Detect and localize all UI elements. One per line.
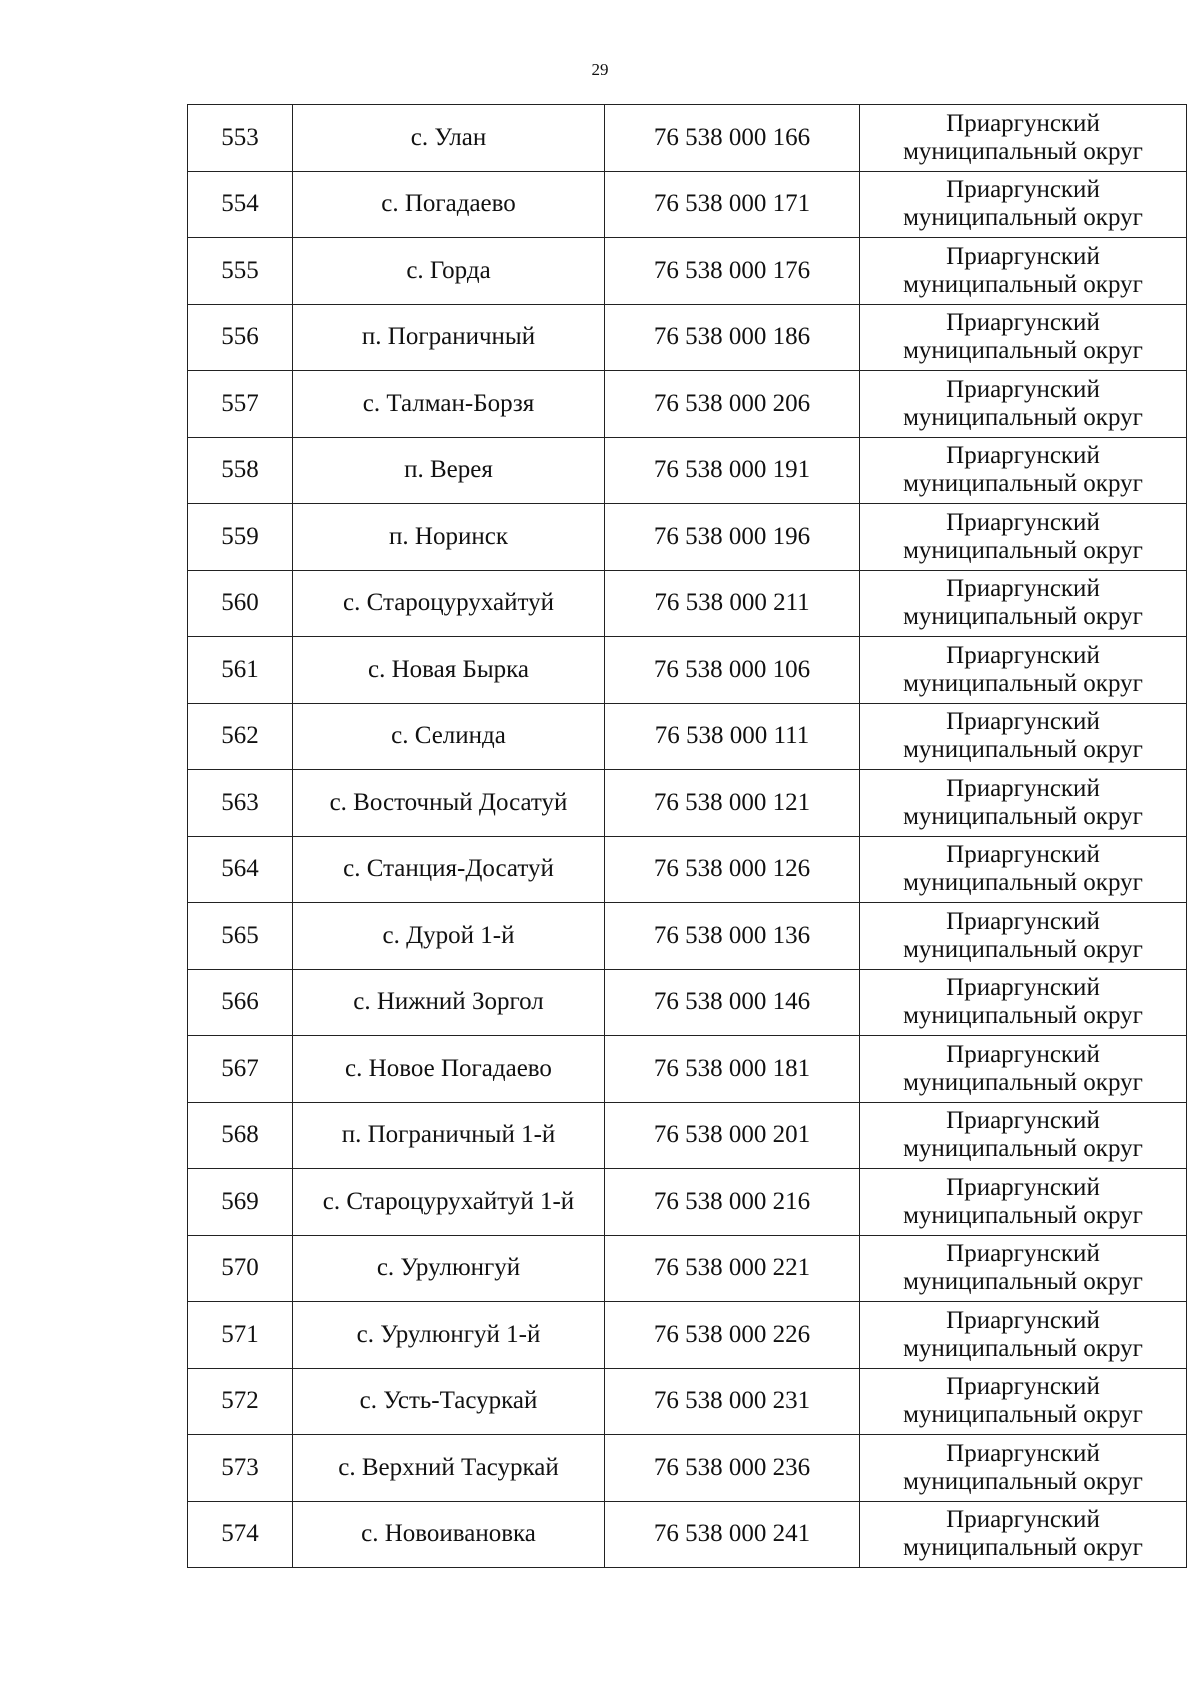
row-number-cell: 559 <box>188 504 293 571</box>
table-row <box>188 304 1187 371</box>
table-row <box>188 1435 1187 1502</box>
district-cell <box>860 703 1187 770</box>
oktmo-code-cell: 76 538 000 106 <box>605 637 860 704</box>
settlement-name-cell: с. Талман-Борзя <box>293 371 605 438</box>
row-number-cell: 565 <box>188 903 293 970</box>
oktmo-code-cell: 76 538 000 221 <box>605 1235 860 1302</box>
oktmo-code-cell: 76 538 000 211 <box>605 570 860 637</box>
oktmo-code-cell: 76 538 000 186 <box>605 304 860 371</box>
district-line-2: муниципальный округ <box>903 470 1143 498</box>
settlement-name-cell: с. Дурой 1-й <box>293 903 605 970</box>
table-row <box>188 105 1187 172</box>
table-row <box>188 770 1187 837</box>
district-cell <box>860 1036 1187 1103</box>
row-number-cell: 558 <box>188 437 293 504</box>
district-line-1: Приаргунский <box>946 1439 1100 1467</box>
table-row <box>188 1102 1187 1169</box>
district-cell <box>860 1501 1187 1568</box>
table-row <box>188 903 1187 970</box>
settlement-name-cell: с. Новоивановка <box>293 1501 605 1568</box>
settlement-name-cell: с. Станция-Досатуй <box>293 836 605 903</box>
row-number-cell: 557 <box>188 371 293 438</box>
district-line-2: муниципальный округ <box>903 603 1143 631</box>
oktmo-code-cell: 76 538 000 111 <box>605 703 860 770</box>
row-number-cell: 570 <box>188 1235 293 1302</box>
district-cell <box>860 437 1187 504</box>
oktmo-code-cell: 76 538 000 171 <box>605 171 860 238</box>
oktmo-code-cell: 76 538 000 196 <box>605 504 860 571</box>
district-line-1: Приаргунский <box>946 309 1100 337</box>
table-body <box>188 105 1187 1568</box>
row-number-cell: 571 <box>188 1302 293 1369</box>
table-row <box>188 171 1187 238</box>
district-line-2: муниципальный округ <box>903 935 1143 963</box>
district-line-2: муниципальный округ <box>903 1401 1143 1429</box>
oktmo-code-cell: 76 538 000 191 <box>605 437 860 504</box>
oktmo-code-cell: 76 538 000 166 <box>605 105 860 172</box>
oktmo-code-cell: 76 538 000 201 <box>605 1102 860 1169</box>
oktmo-code-cell: 76 538 000 216 <box>605 1169 860 1236</box>
district-line-1: Приаргунский <box>946 1173 1100 1201</box>
settlement-name-cell: с. Селинда <box>293 703 605 770</box>
oktmo-code-cell: 76 538 000 146 <box>605 969 860 1036</box>
table-row <box>188 637 1187 704</box>
row-number-cell: 554 <box>188 171 293 238</box>
settlements-table <box>187 104 1187 1568</box>
district-cell <box>860 504 1187 571</box>
district-cell <box>860 1169 1187 1236</box>
district-line-2: муниципальный округ <box>903 802 1143 830</box>
table-row <box>188 1169 1187 1236</box>
district-line-1: Приаргунский <box>946 974 1100 1002</box>
oktmo-code-cell: 76 538 000 241 <box>605 1501 860 1568</box>
table-row <box>188 703 1187 770</box>
settlement-name-cell: п. Норинск <box>293 504 605 571</box>
row-number-cell: 553 <box>188 105 293 172</box>
oktmo-code-cell: 76 538 000 121 <box>605 770 860 837</box>
settlement-name-cell: п. Пограничный 1-й <box>293 1102 605 1169</box>
district-line-2: муниципальный округ <box>903 1002 1143 1030</box>
district-line-1: Приаргунский <box>946 1107 1100 1135</box>
row-number-cell: 562 <box>188 703 293 770</box>
district-cell <box>860 1302 1187 1369</box>
row-number-cell: 568 <box>188 1102 293 1169</box>
district-cell <box>860 836 1187 903</box>
settlement-name-cell: с. Староцурухайтуй <box>293 570 605 637</box>
district-cell <box>860 238 1187 305</box>
district-line-2: муниципальный округ <box>903 270 1143 298</box>
table-row <box>188 437 1187 504</box>
row-number-cell: 567 <box>188 1036 293 1103</box>
district-line-2: муниципальный округ <box>903 1135 1143 1163</box>
district-cell <box>860 637 1187 704</box>
district-line-2: муниципальный округ <box>903 337 1143 365</box>
district-cell <box>860 1435 1187 1502</box>
district-line-1: Приаргунский <box>946 1040 1100 1068</box>
district-line-1: Приаргунский <box>946 1506 1100 1534</box>
table-row <box>188 1302 1187 1369</box>
district-line-1: Приаргунский <box>946 841 1100 869</box>
district-cell <box>860 1368 1187 1435</box>
settlement-name-cell: с. Горда <box>293 238 605 305</box>
oktmo-code-cell: 76 538 000 181 <box>605 1036 860 1103</box>
settlement-name-cell: с. Новая Бырка <box>293 637 605 704</box>
table-row <box>188 1501 1187 1568</box>
settlement-name-cell: с. Улан <box>293 105 605 172</box>
district-line-2: муниципальный округ <box>903 137 1143 165</box>
district-line-1: Приаргунский <box>946 242 1100 270</box>
district-line-1: Приаргунский <box>946 774 1100 802</box>
table-row <box>188 969 1187 1036</box>
district-line-1: Приаргунский <box>946 109 1100 137</box>
settlement-name-cell: с. Урулюнгуй <box>293 1235 605 1302</box>
district-cell <box>860 969 1187 1036</box>
settlement-name-cell: п. Пограничный <box>293 304 605 371</box>
table-row <box>188 1036 1187 1103</box>
district-cell <box>860 171 1187 238</box>
district-line-2: муниципальный округ <box>903 1268 1143 1296</box>
row-number-cell: 569 <box>188 1169 293 1236</box>
row-number-cell: 563 <box>188 770 293 837</box>
settlement-name-cell: с. Верхний Тасуркай <box>293 1435 605 1502</box>
district-line-2: муниципальный округ <box>903 1068 1143 1096</box>
district-line-2: муниципальный округ <box>903 736 1143 764</box>
oktmo-code-cell: 76 538 000 231 <box>605 1368 860 1435</box>
district-line-2: муниципальный округ <box>903 204 1143 232</box>
district-line-2: муниципальный округ <box>903 403 1143 431</box>
district-cell <box>860 1102 1187 1169</box>
oktmo-code-cell: 76 538 000 236 <box>605 1435 860 1502</box>
oktmo-code-cell: 76 538 000 226 <box>605 1302 860 1369</box>
table-row <box>188 570 1187 637</box>
settlement-name-cell: с. Урулюнгуй 1-й <box>293 1302 605 1369</box>
row-number-cell: 556 <box>188 304 293 371</box>
district-line-1: Приаргунский <box>946 176 1100 204</box>
district-cell <box>860 1235 1187 1302</box>
district-line-2: муниципальный округ <box>903 1334 1143 1362</box>
row-number-cell: 572 <box>188 1368 293 1435</box>
settlement-name-cell: с. Староцурухайтуй 1-й <box>293 1169 605 1236</box>
district-line-1: Приаргунский <box>946 508 1100 536</box>
row-number-cell: 561 <box>188 637 293 704</box>
district-cell <box>860 903 1187 970</box>
district-line-2: муниципальный округ <box>903 869 1143 897</box>
district-line-1: Приаргунский <box>946 1240 1100 1268</box>
oktmo-code-cell: 76 538 000 136 <box>605 903 860 970</box>
district-line-1: Приаргунский <box>946 1373 1100 1401</box>
settlement-name-cell: с. Нижний Зоргол <box>293 969 605 1036</box>
oktmo-code-cell: 76 538 000 176 <box>605 238 860 305</box>
row-number-cell: 555 <box>188 238 293 305</box>
district-line-1: Приаргунский <box>946 1306 1100 1334</box>
settlement-name-cell: с. Погадаево <box>293 171 605 238</box>
district-line-2: муниципальный округ <box>903 1467 1143 1495</box>
district-line-1: Приаргунский <box>946 907 1100 935</box>
district-line-2: муниципальный округ <box>903 1534 1143 1562</box>
settlement-name-cell: с. Новое Погадаево <box>293 1036 605 1103</box>
district-cell <box>860 304 1187 371</box>
row-number-cell: 574 <box>188 1501 293 1568</box>
district-cell <box>860 371 1187 438</box>
row-number-cell: 564 <box>188 836 293 903</box>
table-row <box>188 238 1187 305</box>
row-number-cell: 566 <box>188 969 293 1036</box>
district-line-2: муниципальный округ <box>903 1201 1143 1229</box>
district-line-2: муниципальный округ <box>903 536 1143 564</box>
settlement-name-cell: с. Восточный Досатуй <box>293 770 605 837</box>
district-line-2: муниципальный округ <box>903 669 1143 697</box>
oktmo-code-cell: 76 538 000 126 <box>605 836 860 903</box>
district-cell <box>860 570 1187 637</box>
table-row <box>188 1235 1187 1302</box>
oktmo-code-cell: 76 538 000 206 <box>605 371 860 438</box>
district-line-1: Приаргунский <box>946 641 1100 669</box>
row-number-cell: 560 <box>188 570 293 637</box>
district-line-1: Приаргунский <box>946 442 1100 470</box>
settlement-name-cell: п. Верея <box>293 437 605 504</box>
page-number: 29 <box>591 60 609 79</box>
district-line-1: Приаргунский <box>946 375 1100 403</box>
table-row <box>188 836 1187 903</box>
row-number-cell: 573 <box>188 1435 293 1502</box>
district-cell <box>860 105 1187 172</box>
table-row <box>188 371 1187 438</box>
settlement-name-cell: с. Усть-Тасуркай <box>293 1368 605 1435</box>
table-row <box>188 504 1187 571</box>
table-row <box>188 1368 1187 1435</box>
district-line-1: Приаргунский <box>946 575 1100 603</box>
district-line-1: Приаргунский <box>946 708 1100 736</box>
district-cell <box>860 770 1187 837</box>
